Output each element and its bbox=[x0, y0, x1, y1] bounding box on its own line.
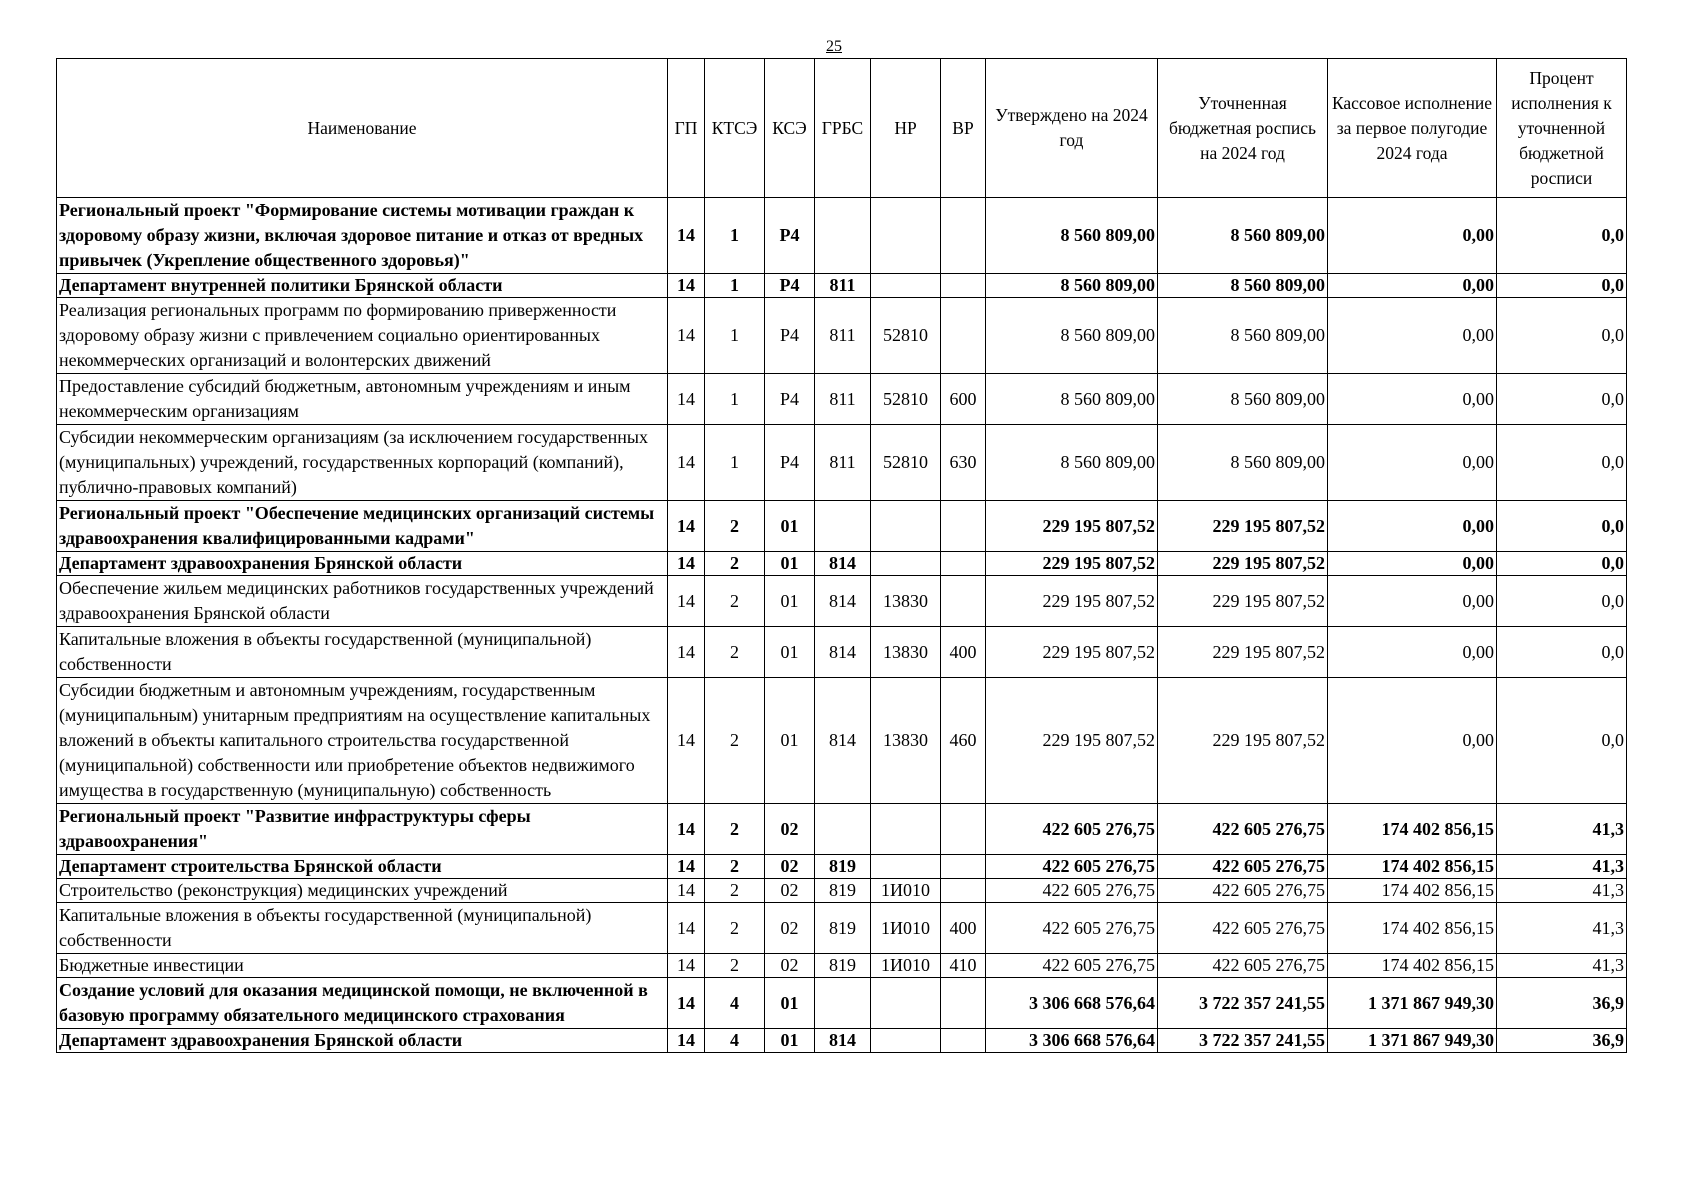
row-vr-cell bbox=[941, 198, 986, 274]
row-approved-cell: 3 306 668 576,64 bbox=[986, 1029, 1158, 1053]
row-vr-cell: 600 bbox=[941, 374, 986, 425]
row-ktse-cell: 4 bbox=[705, 1029, 765, 1053]
row-percent-cell: 0,0 bbox=[1497, 298, 1627, 374]
row-approved-cell: 229 195 807,52 bbox=[986, 501, 1158, 552]
row-cash-cell: 0,00 bbox=[1328, 425, 1497, 501]
row-name-cell: Создание условий для оказания медицинской помощи, не включенной в базовую программу обязательного медицинского страхования bbox=[57, 978, 668, 1029]
row-cash-cell: 0,00 bbox=[1328, 198, 1497, 274]
row-cash-cell: 0,00 bbox=[1328, 552, 1497, 576]
row-vr-cell bbox=[941, 274, 986, 298]
row-cash-cell: 1 371 867 949,30 bbox=[1328, 978, 1497, 1029]
row-vr-cell: 410 bbox=[941, 954, 986, 978]
row-name-cell: Департамент здравоохранения Брянской области bbox=[57, 1029, 668, 1053]
row-approved-cell: 8 560 809,00 bbox=[986, 198, 1158, 274]
row-grbs-cell: 811 bbox=[815, 298, 871, 374]
row-refined-cell: 229 195 807,52 bbox=[1158, 678, 1328, 804]
row-percent-cell: 36,9 bbox=[1497, 1029, 1627, 1053]
row-cash-cell: 0,00 bbox=[1328, 576, 1497, 627]
row-gp-cell: 14 bbox=[668, 425, 705, 501]
row-name-cell: Строительство (реконструкция) медицинских учреждений bbox=[57, 879, 668, 903]
row-nr-cell: 1И010 bbox=[871, 954, 941, 978]
row-kse-cell: 02 bbox=[765, 804, 815, 855]
row-gp-cell: 14 bbox=[668, 678, 705, 804]
row-kse-cell: 01 bbox=[765, 576, 815, 627]
row-name-cell: Субсидии некоммерческим организациям (за исключением государственных (муниципальных) учреждений, государственных корпораций (компаний), публично-правовых компаний) bbox=[57, 425, 668, 501]
row-cash-cell: 174 402 856,15 bbox=[1328, 879, 1497, 903]
row-grbs-cell bbox=[815, 198, 871, 274]
row-grbs-cell bbox=[815, 501, 871, 552]
row-percent-cell: 36,9 bbox=[1497, 978, 1627, 1029]
row-cash-cell: 0,00 bbox=[1328, 274, 1497, 298]
row-kse-cell: 02 bbox=[765, 855, 815, 879]
row-ktse-cell: 2 bbox=[705, 501, 765, 552]
row-grbs-cell: 811 bbox=[815, 374, 871, 425]
row-refined-cell: 422 605 276,75 bbox=[1158, 903, 1328, 954]
row-gp-cell: 14 bbox=[668, 576, 705, 627]
col-header-vr: ВР bbox=[941, 59, 986, 198]
row-name-cell: Обеспечение жильем медицинских работников государственных учреждений здравоохранения Брянской области bbox=[57, 576, 668, 627]
row-grbs-cell bbox=[815, 804, 871, 855]
col-header-kse: КСЭ bbox=[765, 59, 815, 198]
row-grbs-cell: 819 bbox=[815, 954, 871, 978]
row-cash-cell: 0,00 bbox=[1328, 678, 1497, 804]
row-approved-cell: 3 306 668 576,64 bbox=[986, 978, 1158, 1029]
row-nr-cell: 13830 bbox=[871, 576, 941, 627]
row-name-cell: Региональный проект "Формирование системы мотивации граждан к здоровому образу жизни, включая здоровое питание и отказ от вредных привычек (Укрепление общественного здоровья)" bbox=[57, 198, 668, 274]
row-refined-cell: 422 605 276,75 bbox=[1158, 804, 1328, 855]
row-kse-cell: 02 bbox=[765, 954, 815, 978]
row-refined-cell: 229 195 807,52 bbox=[1158, 627, 1328, 678]
row-refined-cell: 422 605 276,75 bbox=[1158, 879, 1328, 903]
row-grbs-cell: 814 bbox=[815, 552, 871, 576]
row-approved-cell: 229 195 807,52 bbox=[986, 576, 1158, 627]
row-percent-cell: 41,3 bbox=[1497, 855, 1627, 879]
row-name-cell: Капитальные вложения в объекты государственной (муниципальной) собственности bbox=[57, 627, 668, 678]
row-cash-cell: 0,00 bbox=[1328, 501, 1497, 552]
row-percent-cell: 0,0 bbox=[1497, 501, 1627, 552]
row-nr-cell bbox=[871, 804, 941, 855]
row-ktse-cell: 2 bbox=[705, 954, 765, 978]
row-kse-cell: 01 bbox=[765, 678, 815, 804]
row-percent-cell: 41,3 bbox=[1497, 804, 1627, 855]
page-number: 25 bbox=[826, 38, 842, 55]
row-gp-cell: 14 bbox=[668, 804, 705, 855]
row-name-cell: Департамент строительства Брянской области bbox=[57, 855, 668, 879]
row-nr-cell bbox=[871, 978, 941, 1029]
row-name-cell: Бюджетные инвестиции bbox=[57, 954, 668, 978]
row-name-cell: Департамент внутренней политики Брянской области bbox=[57, 274, 668, 298]
table-row bbox=[57, 274, 1627, 298]
row-kse-cell: Р4 bbox=[765, 298, 815, 374]
row-percent-cell: 41,3 bbox=[1497, 954, 1627, 978]
row-gp-cell: 14 bbox=[668, 298, 705, 374]
row-nr-cell bbox=[871, 198, 941, 274]
col-header-cash: Кассовое исполнение за первое полугодие 2024 года bbox=[1328, 59, 1497, 198]
row-refined-cell: 8 560 809,00 bbox=[1158, 298, 1328, 374]
row-approved-cell: 229 195 807,52 bbox=[986, 552, 1158, 576]
row-refined-cell: 8 560 809,00 bbox=[1158, 274, 1328, 298]
row-percent-cell: 0,0 bbox=[1497, 576, 1627, 627]
row-kse-cell: 01 bbox=[765, 552, 815, 576]
row-gp-cell: 14 bbox=[668, 879, 705, 903]
row-nr-cell: 52810 bbox=[871, 425, 941, 501]
col-header-approved: Утверждено на 2024 год bbox=[986, 59, 1158, 198]
row-percent-cell: 41,3 bbox=[1497, 879, 1627, 903]
row-grbs-cell: 811 bbox=[815, 274, 871, 298]
row-vr-cell bbox=[941, 855, 986, 879]
row-refined-cell: 229 195 807,52 bbox=[1158, 501, 1328, 552]
row-name-cell: Реализация региональных программ по формированию приверженности здоровому образу жизни с привлечением социально ориентированных некоммерческих организаций и волонтерских движений bbox=[57, 298, 668, 374]
row-kse-cell: Р4 bbox=[765, 425, 815, 501]
row-ktse-cell: 1 bbox=[705, 374, 765, 425]
row-refined-cell: 422 605 276,75 bbox=[1158, 855, 1328, 879]
row-ktse-cell: 2 bbox=[705, 576, 765, 627]
row-kse-cell: 01 bbox=[765, 1029, 815, 1053]
col-header-ktse: КТСЭ bbox=[705, 59, 765, 198]
row-vr-cell bbox=[941, 576, 986, 627]
table-row bbox=[57, 501, 1627, 552]
row-refined-cell: 8 560 809,00 bbox=[1158, 425, 1328, 501]
row-percent-cell: 0,0 bbox=[1497, 627, 1627, 678]
row-vr-cell: 400 bbox=[941, 627, 986, 678]
row-gp-cell: 14 bbox=[668, 978, 705, 1029]
row-name-cell: Капитальные вложения в объекты государственной (муниципальной) собственности bbox=[57, 903, 668, 954]
row-ktse-cell: 1 bbox=[705, 198, 765, 274]
row-ktse-cell: 2 bbox=[705, 552, 765, 576]
table-row bbox=[57, 1029, 1627, 1053]
row-gp-cell: 14 bbox=[668, 501, 705, 552]
table-row bbox=[57, 552, 1627, 576]
header-row bbox=[57, 59, 1627, 198]
row-cash-cell: 1 371 867 949,30 bbox=[1328, 1029, 1497, 1053]
row-refined-cell: 8 560 809,00 bbox=[1158, 374, 1328, 425]
table-row bbox=[57, 298, 1627, 374]
row-nr-cell: 13830 bbox=[871, 627, 941, 678]
row-vr-cell bbox=[941, 298, 986, 374]
row-ktse-cell: 1 bbox=[705, 425, 765, 501]
table-row bbox=[57, 879, 1627, 903]
row-grbs-cell bbox=[815, 978, 871, 1029]
row-cash-cell: 0,00 bbox=[1328, 374, 1497, 425]
row-nr-cell: 1И010 bbox=[871, 879, 941, 903]
row-approved-cell: 422 605 276,75 bbox=[986, 879, 1158, 903]
row-grbs-cell: 819 bbox=[815, 855, 871, 879]
row-refined-cell: 229 195 807,52 bbox=[1158, 552, 1328, 576]
row-nr-cell bbox=[871, 552, 941, 576]
row-grbs-cell: 814 bbox=[815, 576, 871, 627]
row-kse-cell: 02 bbox=[765, 903, 815, 954]
row-gp-cell: 14 bbox=[668, 627, 705, 678]
row-nr-cell bbox=[871, 855, 941, 879]
row-kse-cell: Р4 bbox=[765, 374, 815, 425]
row-kse-cell: 01 bbox=[765, 501, 815, 552]
table-row bbox=[57, 374, 1627, 425]
row-name-cell: Предоставление субсидий бюджетным, автономным учреждениям и иным некоммерческим организациям bbox=[57, 374, 668, 425]
row-refined-cell: 3 722 357 241,55 bbox=[1158, 978, 1328, 1029]
row-refined-cell: 229 195 807,52 bbox=[1158, 576, 1328, 627]
row-percent-cell: 41,3 bbox=[1497, 903, 1627, 954]
table-row bbox=[57, 198, 1627, 274]
row-nr-cell: 13830 bbox=[871, 678, 941, 804]
row-ktse-cell: 1 bbox=[705, 274, 765, 298]
table-row bbox=[57, 855, 1627, 879]
col-header-name: Наименование bbox=[57, 59, 668, 198]
row-nr-cell bbox=[871, 1029, 941, 1053]
row-kse-cell: Р4 bbox=[765, 274, 815, 298]
table-row bbox=[57, 576, 1627, 627]
col-header-gp: ГП bbox=[668, 59, 705, 198]
row-gp-cell: 14 bbox=[668, 1029, 705, 1053]
row-cash-cell: 174 402 856,15 bbox=[1328, 855, 1497, 879]
row-grbs-cell: 819 bbox=[815, 903, 871, 954]
budget-table bbox=[56, 58, 1627, 1053]
row-ktse-cell: 2 bbox=[705, 627, 765, 678]
row-percent-cell: 0,0 bbox=[1497, 552, 1627, 576]
row-percent-cell: 0,0 bbox=[1497, 425, 1627, 501]
row-percent-cell: 0,0 bbox=[1497, 274, 1627, 298]
row-refined-cell: 3 722 357 241,55 bbox=[1158, 1029, 1328, 1053]
row-approved-cell: 229 195 807,52 bbox=[986, 627, 1158, 678]
row-nr-cell: 52810 bbox=[871, 298, 941, 374]
row-refined-cell: 422 605 276,75 bbox=[1158, 954, 1328, 978]
row-vr-cell bbox=[941, 804, 986, 855]
row-grbs-cell: 814 bbox=[815, 627, 871, 678]
row-vr-cell: 400 bbox=[941, 903, 986, 954]
row-percent-cell: 0,0 bbox=[1497, 374, 1627, 425]
table-row bbox=[57, 627, 1627, 678]
col-header-percent: Процент исполнения к уточненной бюджетной росписи bbox=[1497, 59, 1627, 198]
row-cash-cell: 0,00 bbox=[1328, 627, 1497, 678]
row-gp-cell: 14 bbox=[668, 855, 705, 879]
row-ktse-cell: 2 bbox=[705, 678, 765, 804]
row-ktse-cell: 4 bbox=[705, 978, 765, 1029]
table-row bbox=[57, 978, 1627, 1029]
table-row bbox=[57, 804, 1627, 855]
row-gp-cell: 14 bbox=[668, 954, 705, 978]
col-header-grbs: ГРБС bbox=[815, 59, 871, 198]
row-gp-cell: 14 bbox=[668, 552, 705, 576]
row-vr-cell bbox=[941, 1029, 986, 1053]
row-gp-cell: 14 bbox=[668, 903, 705, 954]
row-vr-cell: 630 bbox=[941, 425, 986, 501]
row-refined-cell: 8 560 809,00 bbox=[1158, 198, 1328, 274]
row-vr-cell: 460 bbox=[941, 678, 986, 804]
row-approved-cell: 422 605 276,75 bbox=[986, 804, 1158, 855]
row-name-cell: Департамент здравоохранения Брянской области bbox=[57, 552, 668, 576]
table-row bbox=[57, 903, 1627, 954]
row-grbs-cell: 814 bbox=[815, 678, 871, 804]
row-gp-cell: 14 bbox=[668, 374, 705, 425]
row-ktse-cell: 2 bbox=[705, 903, 765, 954]
row-ktse-cell: 2 bbox=[705, 804, 765, 855]
row-approved-cell: 8 560 809,00 bbox=[986, 425, 1158, 501]
row-cash-cell: 174 402 856,15 bbox=[1328, 954, 1497, 978]
row-name-cell: Субсидии бюджетным и автономным учреждениям, государственным (муниципальным) унитарным предприятиям на осуществление капитальных вложений в объекты капитального строительства государственной (муниципальной) собственности или приобретение объектов недвижимого имущества в государственную (муниципальную) собственность bbox=[57, 678, 668, 804]
row-cash-cell: 174 402 856,15 bbox=[1328, 903, 1497, 954]
row-nr-cell bbox=[871, 274, 941, 298]
row-kse-cell: Р4 bbox=[765, 198, 815, 274]
row-vr-cell bbox=[941, 879, 986, 903]
row-name-cell: Региональный проект "Обеспечение медицинских организаций системы здравоохранения квалифицированными кадрами" bbox=[57, 501, 668, 552]
row-grbs-cell: 811 bbox=[815, 425, 871, 501]
row-percent-cell: 0,0 bbox=[1497, 678, 1627, 804]
row-approved-cell: 422 605 276,75 bbox=[986, 855, 1158, 879]
row-grbs-cell: 819 bbox=[815, 879, 871, 903]
row-kse-cell: 01 bbox=[765, 627, 815, 678]
row-gp-cell: 14 bbox=[668, 274, 705, 298]
row-ktse-cell: 2 bbox=[705, 879, 765, 903]
row-nr-cell: 52810 bbox=[871, 374, 941, 425]
row-cash-cell: 0,00 bbox=[1328, 298, 1497, 374]
row-ktse-cell: 1 bbox=[705, 298, 765, 374]
row-approved-cell: 8 560 809,00 bbox=[986, 298, 1158, 374]
row-kse-cell: 02 bbox=[765, 879, 815, 903]
row-name-cell: Региональный проект "Развитие инфраструктуры сферы здравоохранения" bbox=[57, 804, 668, 855]
row-cash-cell: 174 402 856,15 bbox=[1328, 804, 1497, 855]
row-approved-cell: 229 195 807,52 bbox=[986, 678, 1158, 804]
col-header-refined: Уточненная бюджетная роспись на 2024 год bbox=[1158, 59, 1328, 198]
row-ktse-cell: 2 bbox=[705, 855, 765, 879]
row-nr-cell: 1И010 bbox=[871, 903, 941, 954]
row-percent-cell: 0,0 bbox=[1497, 198, 1627, 274]
row-approved-cell: 422 605 276,75 bbox=[986, 903, 1158, 954]
row-vr-cell bbox=[941, 501, 986, 552]
row-vr-cell bbox=[941, 978, 986, 1029]
table-row bbox=[57, 678, 1627, 804]
row-approved-cell: 422 605 276,75 bbox=[986, 954, 1158, 978]
row-grbs-cell: 814 bbox=[815, 1029, 871, 1053]
row-approved-cell: 8 560 809,00 bbox=[986, 374, 1158, 425]
row-approved-cell: 8 560 809,00 bbox=[986, 274, 1158, 298]
row-gp-cell: 14 bbox=[668, 198, 705, 274]
col-header-nr: НР bbox=[871, 59, 941, 198]
row-vr-cell bbox=[941, 552, 986, 576]
table-row bbox=[57, 425, 1627, 501]
table-row bbox=[57, 954, 1627, 978]
row-nr-cell bbox=[871, 501, 941, 552]
row-kse-cell: 01 bbox=[765, 978, 815, 1029]
